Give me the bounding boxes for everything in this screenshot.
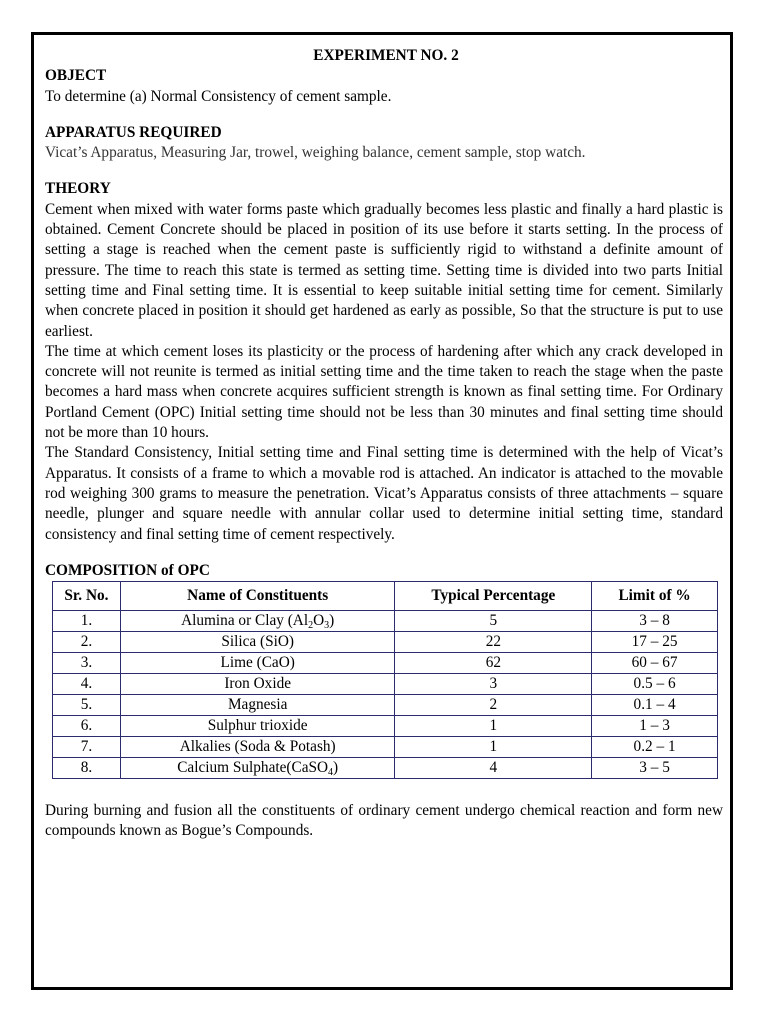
- column-header-sr-no: Sr. No.: [53, 582, 121, 611]
- cell-sr-no: 3.: [53, 653, 121, 674]
- cell-typical: 22: [395, 632, 592, 653]
- cell-typical: 5: [395, 611, 592, 632]
- apparatus-heading: APPARATUS REQUIRED: [45, 123, 222, 141]
- table-row: [53, 695, 718, 716]
- cell-constituent: Alumina or Clay $(Al_2O_3)$: [120, 611, 395, 632]
- cell-constituent: Lime (CaO): [120, 653, 395, 674]
- cell-sr-no: 8.: [53, 758, 121, 779]
- cell-sr-no: 5.: [53, 695, 121, 716]
- experiment-title: EXPERIMENT NO. 2: [313, 47, 459, 64]
- cell-constituent: Calcium Sulphate(CaSO$_4$): [120, 758, 395, 779]
- cell-typical: 1: [395, 716, 592, 737]
- theory-paragraph-2: The time at which cement loses its plasticity or the process of hardening after which any crack developed in concrete will not reunite is termed as initial setting time and the time taken to reach the stage when the paste becomes a hard mass when concrete acquires sufficient strength is known as final setting time. For Ordinary Portland Cement (OPC) Initial setting time should not be less than 30 minutes and final setting time should not be more than 10 hours.: [45, 342, 723, 442]
- cell-constituent: Silica (SiO): [120, 632, 395, 653]
- cell-sr-no: 7.: [53, 737, 121, 758]
- cell-typical: 4: [395, 758, 592, 779]
- object-text: To determine (a) Normal Consistency of cement sample.: [45, 87, 392, 105]
- object-heading: OBJECT: [45, 67, 107, 85]
- cell-typical: 62: [395, 653, 592, 674]
- cell-limit: 0.2 – 1: [592, 737, 718, 758]
- cell-limit: 3 – 8: [592, 611, 718, 632]
- cell-limit: 1 – 3: [592, 716, 718, 737]
- composition-heading: COMPOSITION of OPC: [45, 561, 210, 579]
- theory-paragraph-3: The Standard Consistency, Initial setting time and Final setting time is determined with the help of Vicat’s Apparatus. It consists of a frame to which a movable rod is attached. An indicator is attached to the movable rod weighing 300 grams to measure the penetration. Vicat’s Apparatus consists of three attachments – square needle, plunger and square needle with annular collar used to determine initial setting time, standard consistency and final setting time of cement respectively.: [45, 444, 723, 543]
- cell-sr-no: 1.: [53, 611, 121, 632]
- document-body: [45, 46, 723, 842]
- table-row: [53, 716, 718, 737]
- cell-sr-no: 2.: [53, 632, 121, 653]
- cell-sr-no: 4.: [53, 674, 121, 695]
- cell-sr-no: 6.: [53, 716, 121, 737]
- cell-limit: 60 – 67: [592, 653, 718, 674]
- cell-constituent: Iron Oxide: [120, 674, 395, 695]
- closing-paragraph: During burning and fusion all the constituents of ordinary cement undergo chemical reaction and form new compounds known as Bogue’s Compounds.: [45, 802, 723, 840]
- theory-paragraph-1: Cement when mixed with water forms paste which gradually becomes less plastic and finally a hard plastic is obtained. Cement Concrete should be placed in position of its use before it starts setting. In the process of setting a stage is reached when the cement paste is sufficiently rigid to withstand a definite amount of pressure. The time to reach this state is termed as setting time. Setting time is divided into two parts Initial setting time and Final setting time. It is essential to keep suitable initial setting time for cement. Similarly when concrete placed in position it should get hardened as early as possible, So that the structure is put to use earliest.: [45, 200, 723, 340]
- cell-limit: 0.1 – 4: [592, 695, 718, 716]
- column-header-typical: Typical Percentage: [395, 582, 592, 611]
- table-row: [53, 611, 718, 632]
- apparatus-text: Vicat’s Apparatus, Measuring Jar, trowel, weighing balance, cement sample, stop watch.: [45, 144, 586, 162]
- cell-constituent: Magnesia: [120, 695, 395, 716]
- column-header-name: Name of Constituents: [120, 582, 395, 611]
- cell-typical: 1: [395, 737, 592, 758]
- table-row: [53, 653, 718, 674]
- cell-constituent: Sulphur trioxide: [120, 716, 395, 737]
- cell-typical: 2: [395, 695, 592, 716]
- cell-constituent: Alkalies (Soda & Potash): [120, 737, 395, 758]
- composition-table: [52, 581, 718, 779]
- cell-limit: 3 – 5: [592, 758, 718, 779]
- table-row: [53, 737, 718, 758]
- table-header-row: [53, 582, 718, 611]
- theory-heading: THEORY: [45, 180, 111, 198]
- table-row: [53, 632, 718, 653]
- cell-limit: 17 – 25: [592, 632, 718, 653]
- cell-limit: 0.5 – 6: [592, 674, 718, 695]
- cell-typical: 3: [395, 674, 592, 695]
- column-header-limit: Limit of %: [592, 582, 718, 611]
- table-row: [53, 674, 718, 695]
- table-row: [53, 758, 718, 779]
